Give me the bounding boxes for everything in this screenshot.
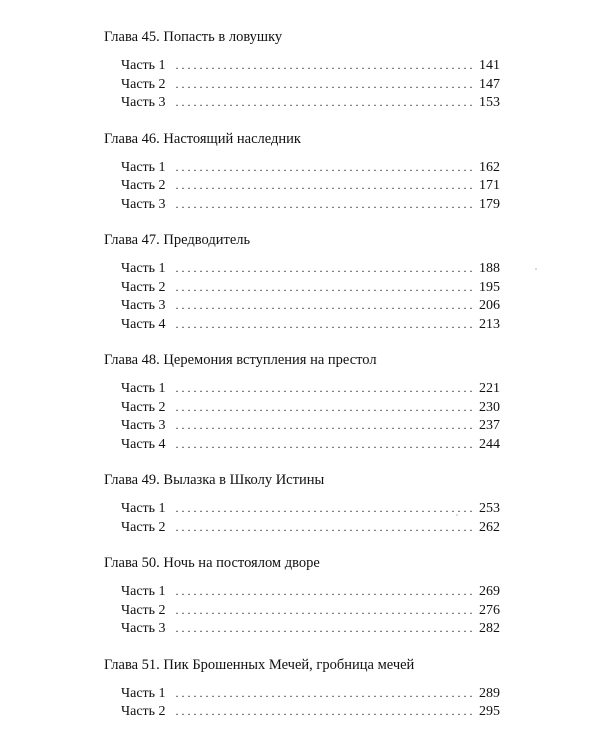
dot-leader (176, 398, 472, 417)
toc-entry (104, 582, 500, 601)
part-label: Часть 1 (121, 381, 166, 396)
page-number: 141 (479, 58, 500, 73)
toc-entry (104, 158, 500, 177)
dot-leader (176, 56, 472, 75)
part-label: Часть 2 (121, 519, 166, 535)
toc-entry (104, 702, 500, 721)
dot-leader (176, 259, 472, 278)
part-label: Часть 3 (121, 95, 166, 110)
paper-speck (456, 514, 458, 516)
dot-leader (176, 315, 472, 334)
page-number: 171 (479, 178, 500, 193)
chapter-title: Глава 45. Попасть в ловушку (104, 29, 283, 45)
toc-entry (104, 296, 500, 315)
toc-entry (104, 259, 500, 278)
toc-entry (104, 176, 500, 195)
toc-entry (104, 619, 500, 638)
page-number: 162 (479, 159, 500, 175)
page-number: 221 (479, 381, 500, 396)
dot-leader (176, 75, 472, 94)
part-label: Часть 1 (121, 58, 166, 73)
page-number: 195 (479, 279, 500, 295)
part-label: Часть 1 (121, 261, 166, 276)
page-number: 289 (479, 685, 500, 701)
part-label: Часть 1 (121, 501, 166, 516)
toc-entry (104, 398, 500, 417)
part-label: Часть 3 (121, 196, 166, 212)
part-label: Часть 1 (121, 685, 166, 701)
toc-chapter (104, 231, 500, 333)
part-label: Часть 3 (121, 621, 166, 636)
toc-entry (104, 499, 500, 518)
toc-chapter (104, 554, 500, 638)
page-number: 206 (479, 298, 500, 313)
toc-chapter (104, 28, 500, 112)
part-label: Часть 3 (121, 298, 166, 313)
toc-chapter (104, 351, 500, 453)
chapter-title: Глава 51. Пик Брошенных Мечей, гробница мечей (104, 656, 415, 673)
page-number: 276 (479, 602, 500, 618)
chapter-title: Глава 48. Церемония вступления на престол (104, 352, 377, 368)
chapter-title: Глава 50. Ночь на постоялом дворе (104, 555, 320, 571)
part-label: Часть 2 (121, 279, 166, 295)
toc-entry (104, 56, 500, 75)
toc-entry (104, 435, 500, 454)
page-number: 147 (479, 76, 500, 92)
toc-entry (104, 75, 500, 94)
dot-leader (176, 379, 472, 398)
part-label: Часть 4 (121, 436, 166, 452)
page-number: 188 (479, 261, 500, 276)
toc-entry (104, 416, 500, 435)
paper-speck (535, 268, 537, 270)
chapter-title: Глава 47. Предводитель (104, 232, 251, 248)
part-label: Часть 2 (121, 178, 166, 193)
dot-leader (176, 158, 472, 177)
toc-entry (104, 684, 500, 703)
part-label: Часть 2 (121, 704, 166, 719)
toc-entry (104, 601, 500, 620)
part-label: Часть 2 (121, 399, 166, 415)
page-number: 269 (479, 584, 500, 599)
part-label: Часть 4 (121, 316, 166, 332)
part-label: Часть 3 (121, 418, 166, 433)
dot-leader (176, 93, 472, 112)
page-number: 153 (479, 95, 500, 110)
page-number: 237 (479, 418, 500, 433)
toc-entry (104, 518, 500, 537)
part-label: Часть 2 (121, 76, 166, 92)
table-of-contents (104, 28, 500, 739)
toc-entry (104, 195, 500, 214)
chapter-title: Глава 46. Настоящий наследник (104, 130, 301, 147)
part-label: Часть 1 (121, 584, 166, 599)
page-number: 262 (479, 519, 500, 535)
dot-leader (176, 499, 472, 518)
toc-chapter (104, 130, 500, 214)
page-number: 179 (479, 196, 500, 212)
dot-leader (176, 435, 472, 454)
dot-leader (176, 518, 472, 537)
toc-entry (104, 278, 500, 297)
page-number: 282 (479, 621, 500, 636)
dot-leader (176, 176, 472, 195)
page-number: 295 (479, 704, 500, 719)
toc-entry (104, 315, 500, 334)
dot-leader (176, 702, 472, 721)
part-label: Часть 2 (121, 602, 166, 618)
toc-chapter (104, 656, 500, 721)
dot-leader (176, 195, 472, 214)
chapter-title: Глава 49. Вылазка в Школу Истины (104, 472, 325, 488)
dot-leader (176, 582, 472, 601)
page-number: 230 (479, 399, 500, 415)
dot-leader (176, 416, 472, 435)
dot-leader (176, 278, 472, 297)
dot-leader (176, 296, 472, 315)
toc-entry (104, 379, 500, 398)
part-label: Часть 1 (121, 159, 166, 175)
toc-chapter (104, 471, 500, 536)
page-number: 213 (479, 316, 500, 332)
dot-leader (176, 601, 472, 620)
page-number: 253 (479, 501, 500, 516)
toc-entry (104, 93, 500, 112)
dot-leader (176, 684, 472, 703)
dot-leader (176, 619, 472, 638)
page-number: 244 (479, 436, 500, 452)
